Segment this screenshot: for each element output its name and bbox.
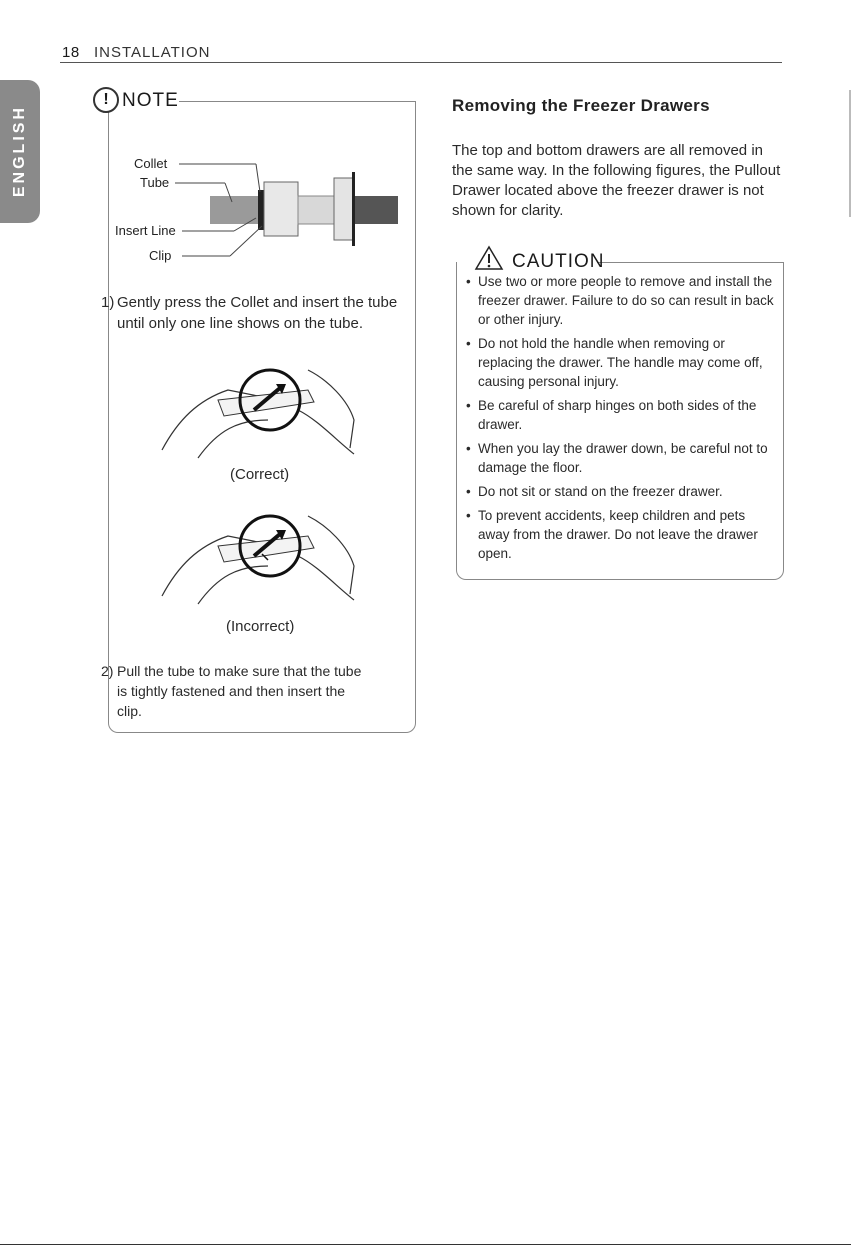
- correct-insertion-illustration: [158, 350, 370, 462]
- caution-item: • To prevent accidents, keep children and pets away from the drawer. Do not leave the drawer open.: [466, 506, 778, 563]
- step-1-number: 1): [101, 294, 115, 311]
- caution-item: • Do not hold the handle when removing or replacing the drawer. The handle may come off, causing personal injury.: [466, 334, 778, 391]
- info-icon: !: [93, 87, 119, 113]
- language-side-tab: [0, 80, 40, 223]
- tube-fitting-diagram: [115, 152, 404, 270]
- page-bottom-rule: [0, 1244, 851, 1245]
- caution-item: • Do not sit or stand on the freezer drawer.: [466, 482, 778, 501]
- step-2: [101, 661, 367, 721]
- label-tube: Tube: [140, 175, 170, 190]
- section-title: INSTALLATION: [94, 44, 211, 61]
- step-1: [101, 292, 409, 334]
- page-header: [60, 44, 782, 63]
- caution-item: • When you lay the drawer down, be careful not to damage the floor.: [466, 439, 778, 477]
- label-insert-line: Insert Line: [115, 223, 176, 238]
- caption-incorrect: (Incorrect): [226, 618, 295, 635]
- step-2-text: Pull the tube to make sure that the tube is tightly fastened and then insert the clip.: [117, 663, 362, 719]
- caution-item: • Be careful of sharp hinges on both sides of the drawer.: [466, 396, 778, 434]
- caution-item: • Use two or more people to remove and install the freezer drawer. Failure to do so can result in back or other injury.: [466, 272, 778, 329]
- note-title: NOTE: [122, 90, 179, 111]
- caution-list: [466, 272, 778, 568]
- section-heading: Removing the Freezer Drawers: [452, 96, 710, 115]
- step-2-number: 2): [101, 663, 114, 679]
- label-collet: Collet: [134, 156, 168, 171]
- incorrect-insertion-illustration: [158, 496, 370, 608]
- language-label: ENGLISH: [11, 105, 28, 198]
- fitting-body: [264, 182, 298, 236]
- page-number: 18: [62, 44, 80, 61]
- label-clip: Clip: [149, 248, 172, 263]
- caution-title: CAUTION: [512, 251, 605, 272]
- caption-correct: (Correct): [230, 466, 290, 483]
- step-1-text: Gently press the Collet and insert the tube until only one line shows on the tube.: [117, 294, 398, 332]
- intro-paragraph: The top and bottom drawers are all removed in the same way. In the following figures, the Pullout Drawer located above the freezer drawer is not shown for clarity.: [452, 142, 781, 219]
- outlet-tube: [354, 196, 398, 224]
- warning-icon: [474, 245, 504, 271]
- tube-shape: [210, 196, 258, 224]
